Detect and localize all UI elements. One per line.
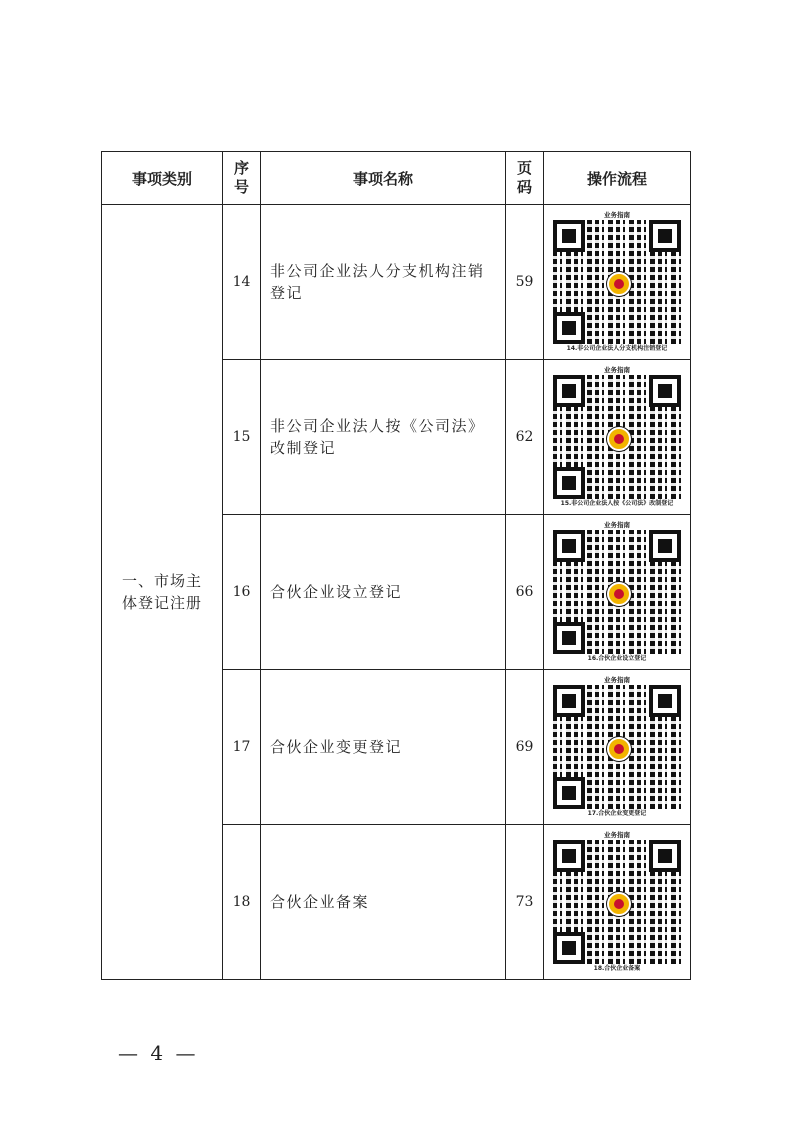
qr-code-icon[interactable] xyxy=(553,375,681,499)
qr-block xyxy=(547,210,687,354)
page-cell: 69 xyxy=(506,670,544,825)
qr-cell xyxy=(544,360,691,515)
qr-title: 业务指南 xyxy=(604,521,630,529)
seq-cell: 16 xyxy=(223,515,261,670)
qr-block xyxy=(547,830,687,974)
seq-cell: 15 xyxy=(223,360,261,515)
header-seq-text: 序号 xyxy=(233,159,249,196)
qr-title: 业务指南 xyxy=(604,676,630,684)
qr-caption: 18.合伙企业备案 xyxy=(593,965,641,972)
qr-cell xyxy=(544,825,691,980)
qr-block xyxy=(547,365,687,509)
qr-block xyxy=(547,675,687,819)
header-page-text: 页码 xyxy=(516,159,532,196)
qr-caption: 14.非公司企业法人分支机构注销登记 xyxy=(566,345,668,352)
service-table xyxy=(101,151,691,980)
name-cell: 非公司企业法人按《公司法》改制登记 xyxy=(261,360,506,515)
name-cell: 非公司企业法人分支机构注销登记 xyxy=(261,205,506,360)
header-name: 事项名称 xyxy=(261,152,506,205)
qr-block xyxy=(547,520,687,664)
emblem-icon xyxy=(607,272,631,296)
category-text: 一、市场主体登记注册 xyxy=(121,572,202,612)
seq-cell: 14 xyxy=(223,205,261,360)
qr-caption: 15.非公司企业法人按《公司法》改制登记 xyxy=(560,500,674,507)
page-cell: 66 xyxy=(506,515,544,670)
emblem-icon xyxy=(607,427,631,451)
qr-code-icon[interactable] xyxy=(553,220,681,344)
name-cell: 合伙企业变更登记 xyxy=(261,670,506,825)
qr-cell xyxy=(544,515,691,670)
qr-code-icon[interactable] xyxy=(553,840,681,964)
qr-title: 业务指南 xyxy=(604,211,630,219)
page-number: — 4 — xyxy=(118,1041,199,1065)
emblem-icon xyxy=(607,582,631,606)
page-cell: 62 xyxy=(506,360,544,515)
header-row xyxy=(102,152,691,205)
qr-title: 业务指南 xyxy=(604,831,630,839)
qr-caption: 17.合伙企业变更登记 xyxy=(587,810,647,817)
page-cell: 73 xyxy=(506,825,544,980)
name-cell: 合伙企业备案 xyxy=(261,825,506,980)
seq-cell: 18 xyxy=(223,825,261,980)
header-flow: 操作流程 xyxy=(544,152,691,205)
emblem-icon xyxy=(607,737,631,761)
qr-code-icon[interactable] xyxy=(553,685,681,809)
qr-caption: 16.合伙企业设立登记 xyxy=(587,655,647,662)
header-page xyxy=(506,152,544,205)
header-seq xyxy=(223,152,261,205)
name-cell: 合伙企业设立登记 xyxy=(261,515,506,670)
seq-cell: 17 xyxy=(223,670,261,825)
qr-title: 业务指南 xyxy=(604,366,630,374)
qr-cell xyxy=(544,670,691,825)
emblem-icon xyxy=(607,892,631,916)
page-cell: 59 xyxy=(506,205,544,360)
table-row xyxy=(102,205,691,360)
qr-code-icon[interactable] xyxy=(553,530,681,654)
category-cell xyxy=(102,205,223,980)
header-category: 事项类别 xyxy=(102,152,223,205)
qr-cell xyxy=(544,205,691,360)
